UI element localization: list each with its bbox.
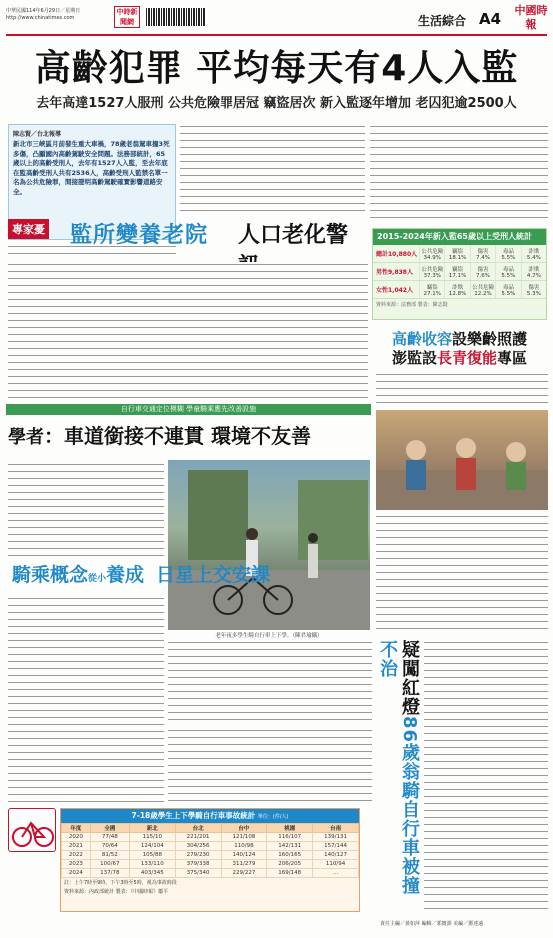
section-name: 生活綜合: [418, 14, 467, 28]
article-column: [8, 462, 164, 556]
table-cell: 206/205: [267, 860, 313, 869]
lead-byline: 陳志賢／台北報導: [13, 131, 62, 138]
stats-title: 2015-2024年新入監65歲以上受刑人統計: [373, 229, 546, 245]
stats-cell: 公共危險 37.3%: [419, 263, 444, 280]
article-column: [376, 372, 548, 406]
table-header: 桃園: [267, 824, 313, 833]
table-cell: 81/52: [90, 851, 129, 860]
table-cell: 160/165: [267, 851, 313, 860]
stats-row: [373, 281, 546, 299]
vertical-title-bottom: 86歲翁騎自行車被撞不治: [377, 640, 420, 896]
table-cell: 375/340: [175, 869, 221, 878]
accident-table: [60, 808, 360, 912]
table-row: [62, 869, 359, 878]
brand-logo: 中國時報: [514, 4, 548, 31]
stats-cell: 竊盜 17.1%: [444, 263, 469, 280]
stats-cell: 傷害 7.4%: [470, 245, 495, 262]
side-vertical-title: [377, 640, 420, 910]
stats-cell: 竊盜 27.1%: [419, 281, 444, 298]
table-note: 註：上午7時至9時，下午3時至5時，視為事故時段: [64, 880, 177, 886]
table-title-text: 7-18歲學生上下學騎自行車事故統計: [131, 811, 256, 820]
banner3-right: 日星上交安課: [156, 564, 271, 586]
side-title-part: 長青復能: [437, 349, 498, 367]
table-cell: ...: [313, 869, 359, 878]
stats-row: [373, 263, 546, 281]
topic-ribbon: 自行車交通定位模糊 學童騎乘應先改善設施: [6, 404, 371, 415]
stats-row-label: 女性1,042人: [376, 287, 413, 294]
banner3-small: 從小: [88, 574, 107, 584]
stats-cell: 毒品 5.5%: [495, 245, 520, 262]
article-column: [424, 640, 548, 914]
table-cell: 311/279: [221, 860, 267, 869]
table-cell: 110/98: [221, 842, 267, 851]
table-cell: 100/67: [90, 860, 129, 869]
banner-title-black: 人口老化警: [238, 223, 349, 248]
section-banner-education: [12, 560, 370, 592]
table-cell: 121/108: [221, 833, 267, 842]
banner3-left: 騎乘概念: [12, 564, 89, 586]
vertical-title-top: 疑闖紅燈: [399, 640, 420, 716]
page-number: A4: [479, 10, 502, 28]
table-header: 台南: [313, 824, 359, 833]
stats-row-label: 男性9,838人: [376, 269, 413, 276]
article-column: [180, 124, 365, 216]
side-title-part: 設樂齡照護: [452, 330, 528, 348]
table-cell: 140/124: [221, 851, 267, 860]
accident-table-title: [61, 809, 359, 823]
table-unit: 單位：(件/人): [257, 814, 289, 820]
article-column: [370, 124, 548, 224]
table-header: 新北: [129, 824, 175, 833]
article-column: [168, 728, 372, 804]
section-banner-prison: [8, 218, 368, 256]
issue-date: 中華民國114年6月29日／星期日: [6, 8, 81, 14]
table-cell: 379/338: [175, 860, 221, 869]
table-row: [62, 833, 359, 842]
table-header: 年度: [62, 824, 91, 833]
masthead: [6, 6, 547, 36]
stats-source: 資料來源：法務部 製表：陳志賢: [376, 302, 448, 308]
banner3-middle: 養成: [106, 564, 145, 586]
site-url: http://www.chinatimes.com: [6, 15, 75, 21]
table-header: 全國: [90, 824, 129, 833]
table-cell: 304/256: [175, 842, 221, 851]
stats-cell: 毒品 5.5%: [495, 263, 520, 280]
table-cell: 403/345: [129, 869, 175, 878]
table-cell: 279/230: [175, 851, 221, 860]
table-cell: 2022: [62, 851, 91, 860]
stats-cell: 公共危險 34.9%: [419, 245, 444, 262]
table-cell: 110/94: [313, 860, 359, 869]
table-cell: 157/144: [313, 842, 359, 851]
article-column: [8, 596, 164, 802]
banner-tag: 專家憂: [8, 219, 49, 239]
photo-caption: 老年夜多學生騎自行車上下學。（陳君瑜攝）: [215, 633, 323, 639]
side-title-part: 高齡收容: [392, 330, 453, 348]
article-column: [376, 514, 548, 632]
table-cell: 137/78: [90, 869, 129, 878]
table-cell: 124/104: [129, 842, 175, 851]
table-cell: 169/148: [267, 869, 313, 878]
table-cell: 139/131: [313, 833, 359, 842]
chinatimes-news-logo: 中時新聞網: [114, 6, 140, 28]
table-row: [62, 842, 359, 851]
table-cell: 77/48: [90, 833, 129, 842]
table-cell: 2024: [62, 869, 91, 878]
table-cell: 142/131: [267, 842, 313, 851]
banner2-colon: ：: [44, 424, 64, 448]
table-cell: 105/88: [129, 851, 175, 860]
side-title-part: 澎監設: [392, 349, 438, 367]
table-cell: 70/64: [90, 842, 129, 851]
stats-cell: 公共危險 12.2%: [470, 281, 495, 298]
lead-paragraph: 新北市三峽區月前發生重大車禍，78歲老翁駕車撞3死多傷，凸顯國內高齡駕駛安全問題。法務部統計，65歲以上的高齡受刑人，去年有1527人入監，至去年底在監高齡受刑人共有2536人，高齡受刑人監禁名單一名為公共危險罪，間接證明高齡駕駛確實影響道路安全。: [13, 140, 170, 196]
table-cell: 221/201: [175, 833, 221, 842]
section-banner-bike: [8, 420, 370, 456]
stats-infobox: [372, 228, 547, 320]
stats-cell: 傷害 5.3%: [521, 281, 546, 298]
side-title-part: 專區: [497, 349, 528, 367]
stats-cell: 詐欺 12.8%: [444, 281, 469, 298]
table-cell: 115/10: [129, 833, 175, 842]
barcode-icon: [146, 8, 206, 26]
stats-cell: 詐欺 5.4%: [521, 245, 546, 262]
table-cell: 140/127: [313, 851, 359, 860]
table-cell: 229/227: [221, 869, 267, 878]
stats-cell: 竊盜 18.1%: [444, 245, 469, 262]
article-column: [8, 262, 368, 400]
stats-cell: 傷害 7.6%: [470, 263, 495, 280]
table-header: 台中: [221, 824, 267, 833]
subheadline: 去年高達1527人服刑 公共危險罪居冠 竊盜居次 新入監逐年增加 老囚犯逾2500人: [36, 96, 517, 111]
table-cell: 116/107: [267, 833, 313, 842]
table-row: [62, 851, 359, 860]
cyclist-photo: [168, 460, 370, 630]
elderly-care-photo: [376, 410, 548, 510]
table-cell: 133/110: [129, 860, 175, 869]
stats-row-label: 總計10,880人: [376, 251, 418, 258]
table-cell: 2021: [62, 842, 91, 851]
table-header: 台北: [175, 824, 221, 833]
editor-credits: 責任主編／黃如萍 編輯／郭寶源 美編／鄧達遠: [380, 921, 484, 927]
banner-title-blue: 監所變養老院: [70, 223, 209, 248]
banner2-tag: 學者: [8, 427, 44, 448]
people-icon: [376, 410, 548, 510]
table-cell: 2023: [62, 860, 91, 869]
banner2-title: 車道銜接不連貫 環境不友善: [64, 424, 311, 448]
side-article-title: [392, 330, 550, 368]
stats-row: [373, 245, 546, 263]
stats-cell: 詐欺 4.7%: [521, 263, 546, 280]
bicycle-icon: [168, 460, 370, 630]
bicycle-icon: [8, 808, 56, 852]
stats-cell: 毒品 5.5%: [495, 281, 520, 298]
main-headline: 高齡犯罪 平均每天有4人入監: [34, 48, 519, 89]
table-source: 資料來源：內政部統計 製表：《中國時報》鄒平: [64, 889, 169, 895]
table-row: [62, 860, 359, 869]
accident-data-table: [61, 823, 359, 878]
table-cell: 2020: [62, 833, 91, 842]
article-column: [168, 640, 372, 724]
